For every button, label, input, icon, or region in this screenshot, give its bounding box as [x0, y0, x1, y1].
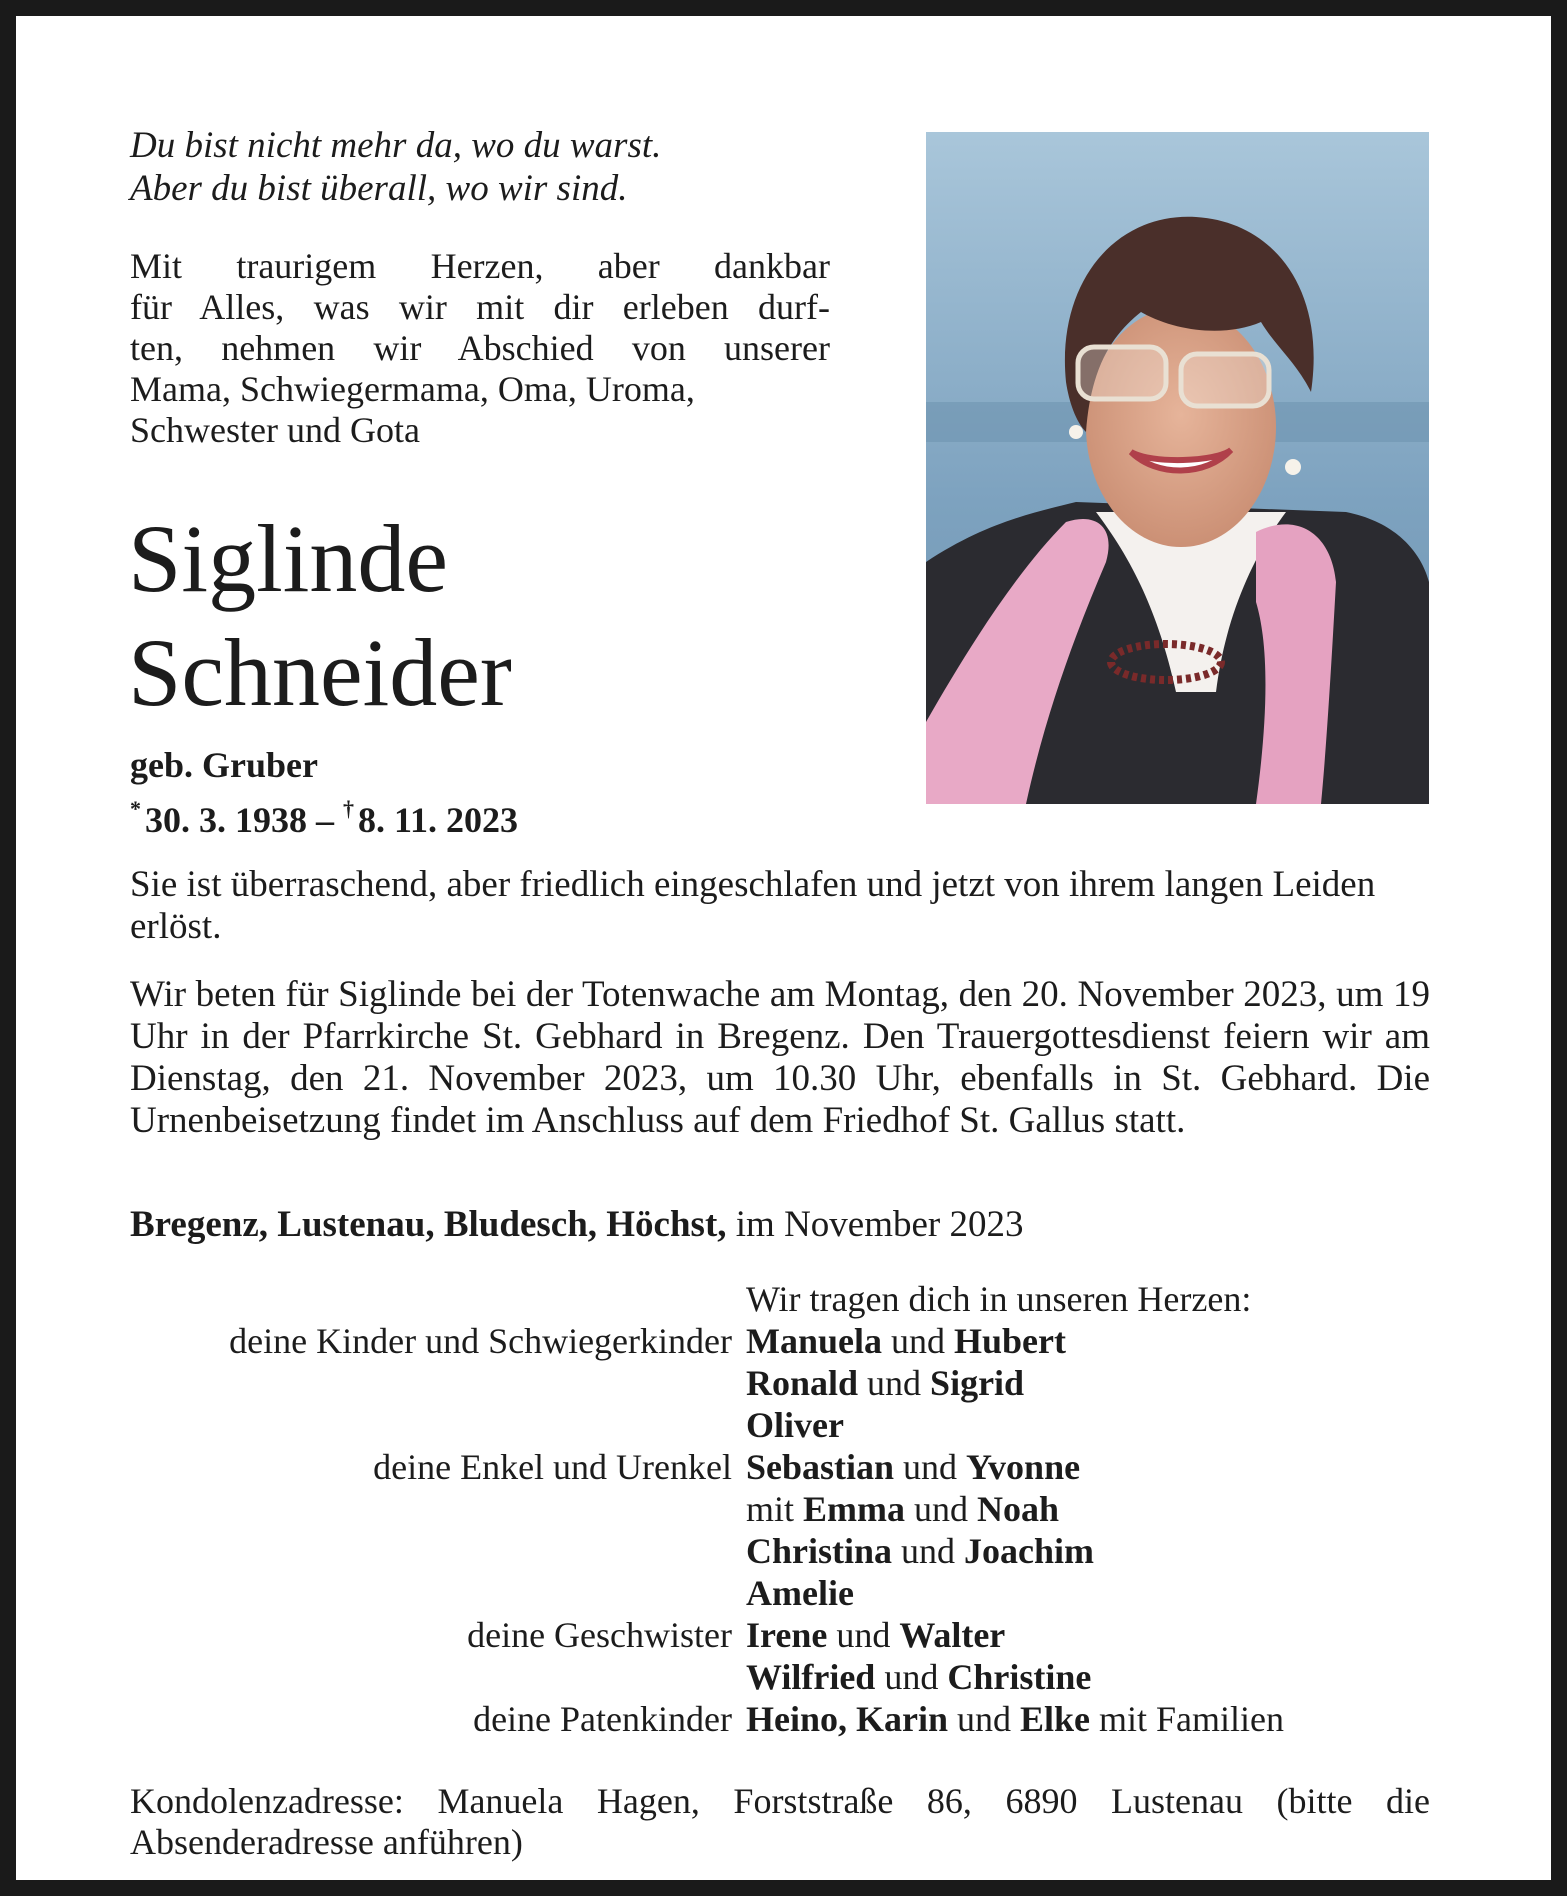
family-member: Joachim — [964, 1531, 1095, 1571]
family-row — [130, 1446, 1430, 1488]
birth-date: 30. 3. 1938 — [145, 800, 307, 840]
family-member: Irene — [746, 1615, 828, 1655]
family-relation: deine Kinder und Schwiegerkinder — [229, 1321, 732, 1361]
family-member: Sigrid — [930, 1363, 1025, 1403]
birth-symbol: * — [130, 796, 141, 821]
family-relation: deine Geschwister — [467, 1615, 732, 1655]
family-names — [746, 1488, 1430, 1530]
family-member: Amelie — [746, 1573, 854, 1613]
connector-word: und — [903, 1447, 958, 1487]
obituary-notice — [16, 16, 1551, 1880]
family-row — [130, 1488, 1430, 1530]
family-names — [746, 1656, 1430, 1698]
family-list — [130, 1278, 1430, 1740]
portrait-photo — [926, 132, 1429, 804]
family-member: Wilfried — [746, 1657, 876, 1697]
maiden-name: geb. Gruber — [130, 745, 318, 785]
intro-line-5: Schwester und Gota — [130, 410, 420, 450]
with-families: mit Familien — [1099, 1699, 1285, 1739]
family-row — [130, 1614, 1430, 1656]
death-symbol: † — [343, 796, 354, 821]
connector-word: und — [867, 1363, 922, 1403]
family-row — [130, 1320, 1430, 1362]
death-date: 8. 11. 2023 — [358, 800, 519, 840]
family-member: Emma — [803, 1489, 906, 1529]
connector-word: und — [914, 1489, 969, 1529]
family-names — [746, 1530, 1430, 1572]
family-relation — [130, 1404, 746, 1446]
family-member: Oliver — [746, 1405, 844, 1445]
family-names — [746, 1320, 1430, 1362]
family-relation — [130, 1572, 746, 1614]
family-names — [746, 1404, 1430, 1446]
family-names — [746, 1572, 1430, 1614]
connector-word: und — [836, 1615, 891, 1655]
family-relation — [130, 1488, 746, 1530]
family-relation — [130, 1362, 746, 1404]
family-member: Heino, Karin — [746, 1699, 949, 1739]
connector-word: und — [901, 1531, 956, 1571]
family-row — [130, 1362, 1430, 1404]
family-row — [130, 1698, 1430, 1740]
family-names — [746, 1614, 1430, 1656]
life-dates — [130, 787, 830, 842]
family-member: Elke — [1020, 1699, 1091, 1739]
intro-line-1: Mit traurigem Herzen, aber dankbar — [130, 246, 830, 286]
intro-line-2: für Alles, was wir mit dir erleben durf- — [130, 287, 830, 327]
condolence-address: Kondolenzadresse: Manuela Hagen, Forststraße 86, 6890 Lustenau (bitte die Absenderadresse anführen) — [130, 1781, 1430, 1862]
intro-line-3: ten, nehmen wir Abschied von unserer — [130, 328, 830, 368]
motto-quote — [130, 124, 830, 210]
family-row — [130, 1530, 1430, 1572]
connector-word: und — [957, 1699, 1012, 1739]
family-relation — [130, 1656, 746, 1698]
deceased-name — [128, 502, 828, 730]
life-details — [130, 744, 830, 842]
family-heading: Wir tragen dich in unseren Herzen: — [746, 1279, 1252, 1319]
places-line — [130, 1204, 1430, 1246]
motto-line-1: Du bist nicht mehr da, wo du warst. — [130, 125, 662, 166]
places-names: Bregenz, Lustenau, Bludesch, Höchst, — [130, 1204, 727, 1245]
family-member: Hubert — [954, 1321, 1067, 1361]
family-member: Christine — [947, 1657, 1092, 1697]
family-member: Yvonne — [966, 1447, 1081, 1487]
paragraph-passing: Sie ist überraschend, aber friedlich eingeschlafen und jetzt von ihrem langen Leiden erlöst. — [130, 864, 1376, 947]
connector-word: und — [884, 1657, 939, 1697]
family-member: Ronald — [746, 1363, 859, 1403]
family-member: Sebastian — [746, 1447, 895, 1487]
last-name: Schneider — [128, 619, 512, 726]
family-member: Manuela — [746, 1321, 883, 1361]
family-member: Christina — [746, 1531, 893, 1571]
family-names — [746, 1446, 1430, 1488]
family-rows — [130, 1320, 1430, 1740]
family-names — [746, 1698, 1430, 1740]
first-name: Siglinde — [128, 505, 449, 612]
family-heading-row — [130, 1278, 1430, 1320]
intro-line-4: Mama, Schwiegermama, Oma, Uroma, — [130, 369, 695, 409]
places-date: im November 2023 — [735, 1204, 1024, 1245]
family-relation: deine Enkel und Urenkel — [373, 1447, 732, 1487]
family-relation — [130, 1530, 746, 1572]
family-member: Walter — [899, 1615, 1006, 1655]
family-member: Noah — [977, 1489, 1060, 1529]
family-row — [130, 1656, 1430, 1698]
family-row — [130, 1404, 1430, 1446]
family-row — [130, 1572, 1430, 1614]
intro-text — [130, 246, 830, 451]
with-word: mit — [746, 1489, 795, 1529]
date-dash: – — [316, 800, 334, 840]
family-names — [746, 1362, 1430, 1404]
motto-line-2: Aber du bist überall, wo wir sind. — [130, 168, 628, 209]
paragraph-services: Wir beten für Siglinde bei der Totenwache am Montag, den 20. November 2023, um 19 Uhr in der Pfarrkirche St. Gebhard in Bregenz. Den Trauergottesdienst feiern wir am Dienstag, den 21. November 2023, um 10.30 Uhr, ebenfalls in St. Gebhard. Die Urnenbeisetzung findet im Anschluss auf dem Friedhof St. Gallus statt. — [130, 974, 1430, 1141]
connector-word: und — [891, 1321, 946, 1361]
family-relation: deine Patenkinder — [473, 1699, 732, 1739]
